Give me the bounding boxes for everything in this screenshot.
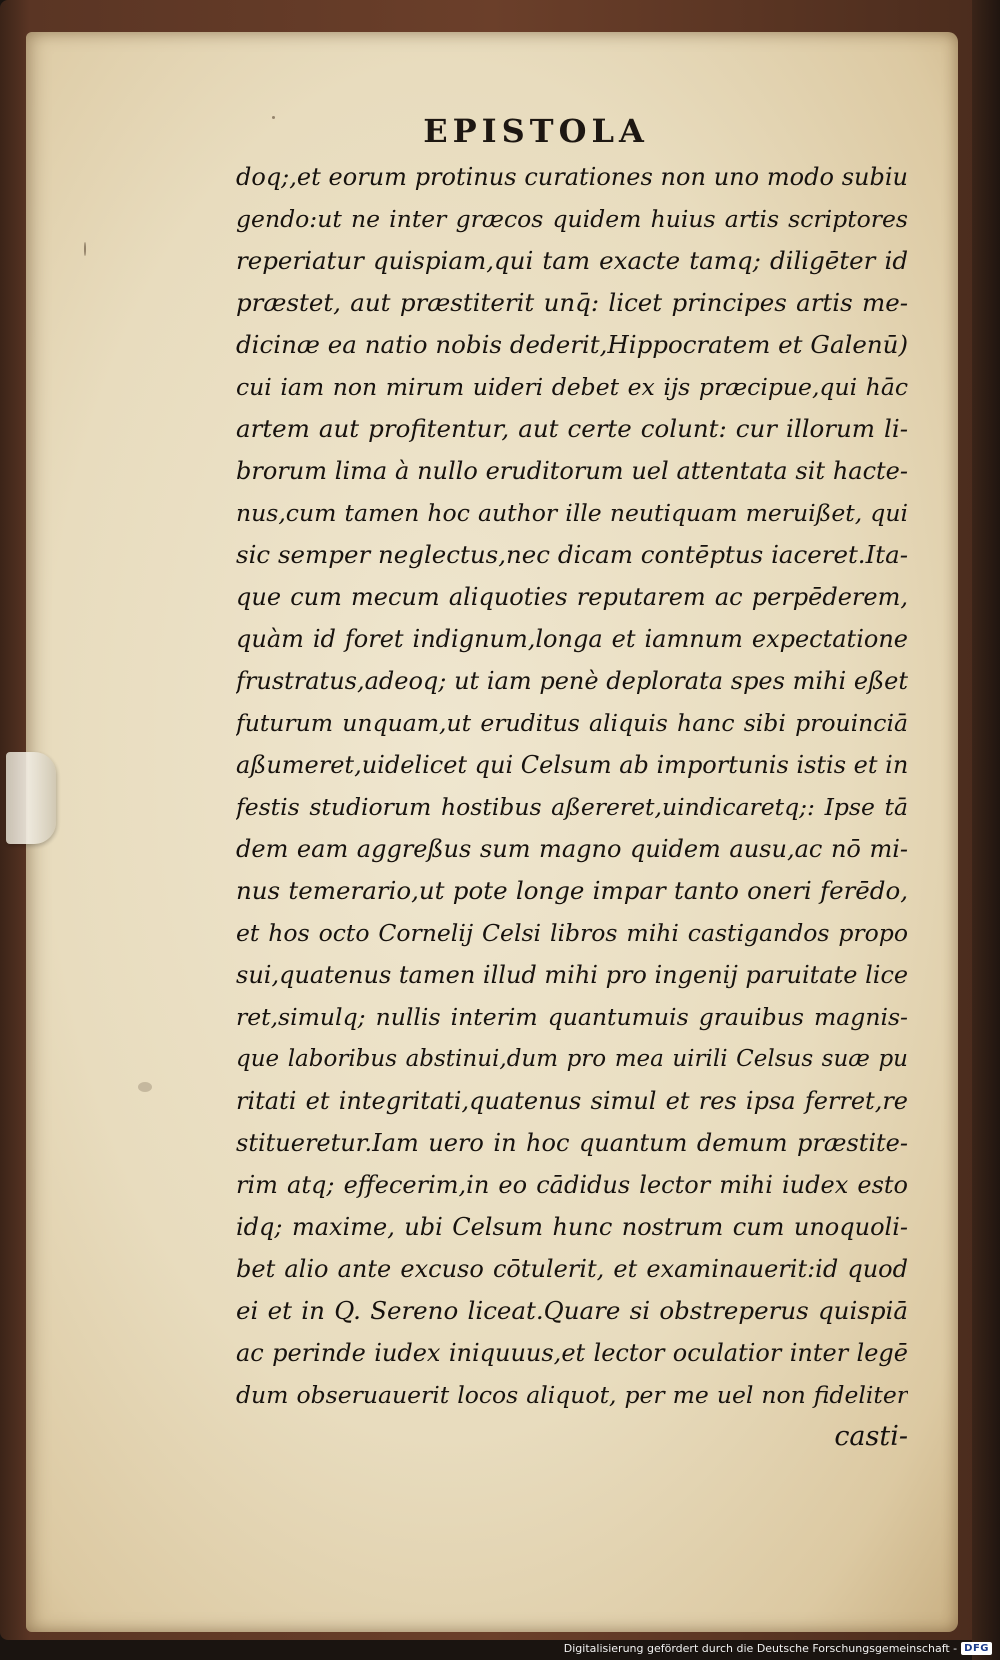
running-head: EPISTOLA <box>423 112 649 150</box>
text-line: frustratus,adeoq; ut iam penè deplorata spes mihi eßet <box>236 667 908 695</box>
text-line: rim atq; effecerim,in eo cādidus lector mihi iudex esto <box>236 1171 908 1199</box>
text-line: sui,quatenus tamen illud mihi pro ingenij paruitate lice <box>236 961 908 989</box>
text-line: festis studiorum hostibus aßereret,uindicaretq;: Ipse tā <box>236 793 908 821</box>
credit-text: Digitalisierung gefördert durch die Deutsche Forschungsgemeinschaft - <box>563 1641 958 1655</box>
page-speck <box>84 242 86 256</box>
page-speck <box>138 1082 152 1092</box>
text-line: gendo:ut ne inter græcos quidem huius artis scriptores <box>236 205 908 233</box>
text-line: præstet, aut præstiterit unq̄: licet principes artis me- <box>236 288 908 317</box>
text-line: brorum lima à nullo eruditorum uel attentata sit hacte- <box>236 457 908 485</box>
digitization-credit <box>564 1638 992 1658</box>
text-line: doq;,et eorum protinus curationes non uno modo subiu <box>236 163 908 191</box>
text-line: ritati et integritati,quatenus simul et res ipsa ferret,re <box>236 1087 908 1115</box>
text-line: ei et in Q. Sereno liceat.Quare si obstreperus quispiā <box>236 1296 908 1325</box>
text-line: et hos octo Cornelij Celsi libros mihi castigandos propo <box>236 919 908 947</box>
text-line: que laboribus abstinui,dum pro mea uirili Celsus suæ pu <box>236 1046 908 1072</box>
text-line: stitueretur.Iam uero in hoc quantum demum præstite- <box>236 1129 908 1157</box>
text-line: aßumeret,uidelicet qui Celsum ab importunis istis et in <box>236 751 908 779</box>
text-block <box>236 156 908 1458</box>
cover-edge <box>972 0 1000 1660</box>
text-line: ret,simulq; nullis interim quantumuis grauibus magnis- <box>236 1003 908 1031</box>
text-line: sic semper neglectus,nec dicam contēptus iaceret.Ita- <box>236 540 908 569</box>
page-clip <box>6 752 56 844</box>
text-line: dum obseruauerit locos aliquot, per me uel non fideliter <box>236 1381 908 1409</box>
text-line: quàm id foret indignum,longa et iamnum expectatione <box>236 625 908 653</box>
text-line: dem eam aggreßus sum magno quidem ausu,ac nō mi- <box>236 835 908 863</box>
text-line: nus,cum tamen hoc author ille neutiquam meruißet, qui <box>236 499 908 527</box>
text-line: futurum unquam,ut eruditus aliquis hanc sibi prouinciā <box>236 709 908 737</box>
text-line: bet alio ante excuso cōtulerit, et examinauerit:id quod <box>236 1255 908 1283</box>
text-line: cui iam non mirum uideri debet ex ijs præcipue,qui hāc <box>236 373 908 401</box>
text-line: ac perinde iudex iniquuus,et lector oculatior inter legē <box>236 1339 908 1367</box>
text-line: idq; maxime, ubi Celsum hunc nostrum cum unoquoli- <box>236 1213 908 1241</box>
catchword: casti- <box>834 1421 908 1452</box>
text-line: reperiatur quispiam,qui tam exacte tamq; diligēter id <box>236 246 908 275</box>
text-line: dicinæ ea natio nobis dederit,Hippocratem et Galenū) <box>236 330 908 359</box>
text-line: que cum mecum aliquoties reputarem ac perpēderem, <box>236 583 908 611</box>
text-line: nus temerario,ut pote longe impar tanto oneri ferēdo, <box>236 876 908 905</box>
text-line: artem aut profitentur, aut certe colunt: cur illorum li- <box>236 414 908 443</box>
dfg-logo: DFG <box>961 1642 992 1655</box>
